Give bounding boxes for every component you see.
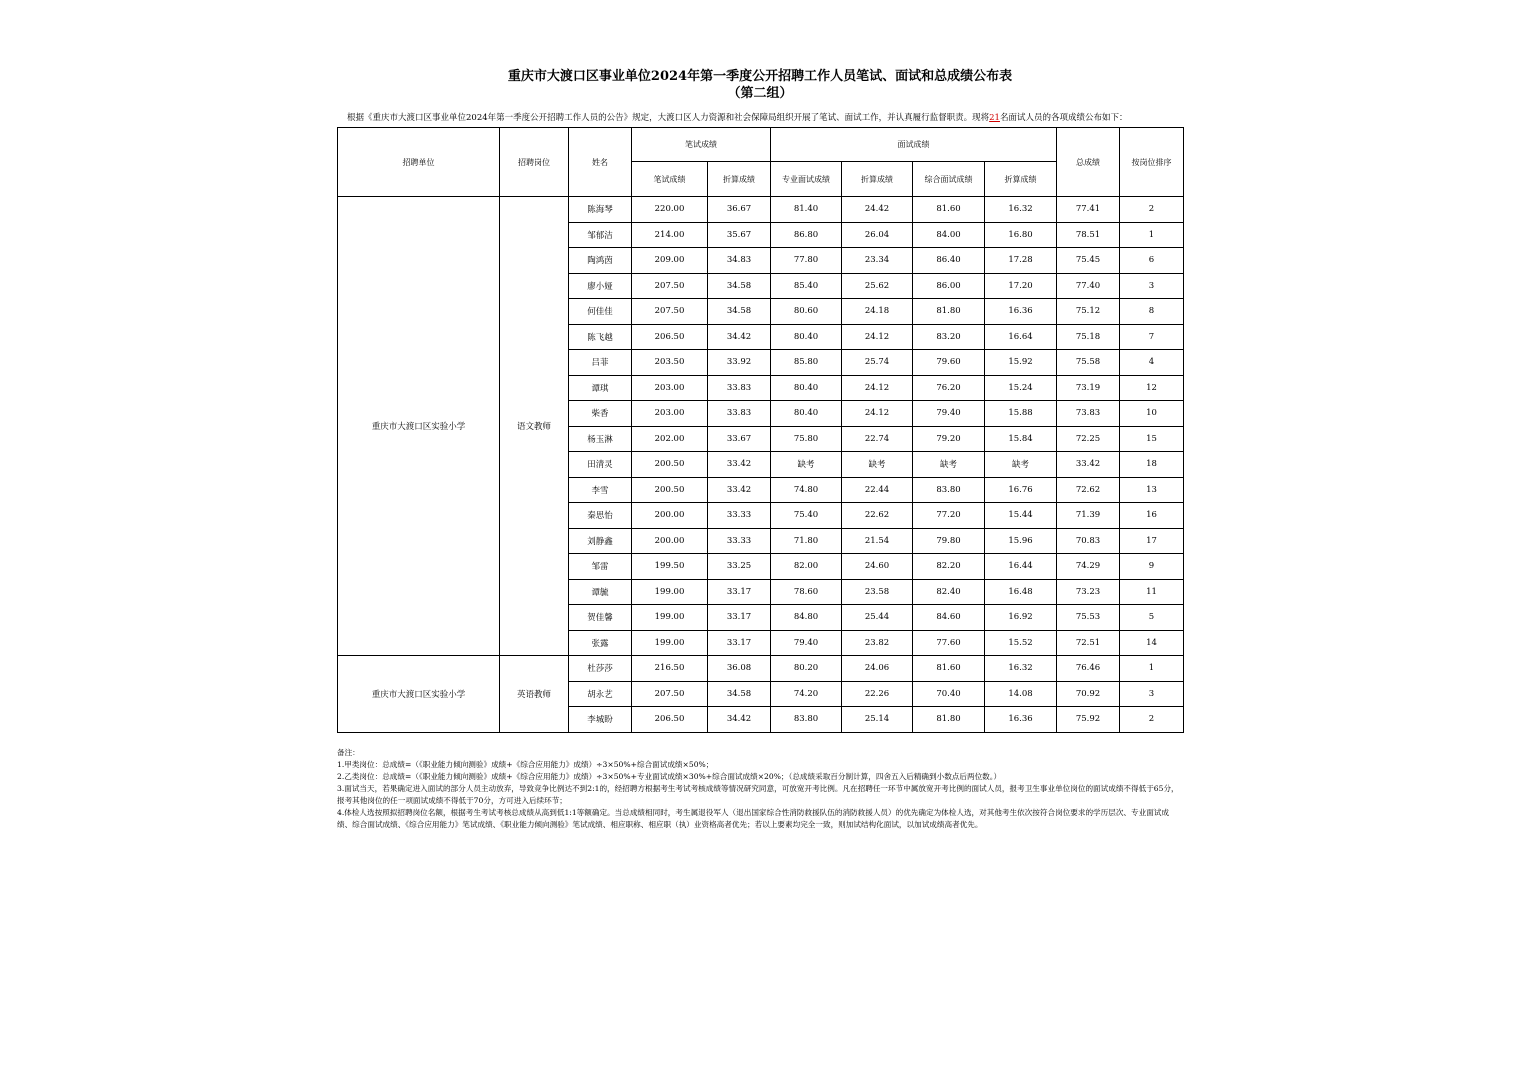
cell-pro-interview: 79.40 (771, 630, 842, 656)
cell-pro-converted: 23.34 (842, 248, 913, 274)
cell-pro-converted: 25.74 (842, 350, 913, 376)
table-row (338, 197, 1184, 223)
cell-name: 吕菲 (569, 350, 632, 376)
cell-pro-interview: 80.40 (771, 375, 842, 401)
cell-pro-converted: 26.04 (842, 222, 913, 248)
cell-pro-converted: 24.12 (842, 401, 913, 427)
cell-pro-converted: 23.58 (842, 579, 913, 605)
cell-written-converted: 33.25 (708, 554, 771, 580)
cell-written-score: 207.50 (632, 273, 708, 299)
cell-pro-converted: 22.26 (842, 681, 913, 707)
page-title (337, 68, 1183, 102)
cell-pro-converted: 22.74 (842, 426, 913, 452)
header-written-score: 笔试成绩 (632, 162, 708, 197)
cell-rank: 4 (1120, 350, 1184, 376)
cell-pro-interview: 缺考 (771, 452, 842, 478)
intro-text-after: 名面试人员的各项成绩公布如下： (999, 113, 1128, 123)
cell-comp-converted: 17.20 (985, 273, 1057, 299)
cell-written-converted: 33.42 (708, 477, 771, 503)
cell-pro-converted: 24.06 (842, 656, 913, 682)
cell-written-converted: 36.08 (708, 656, 771, 682)
cell-rank: 3 (1120, 681, 1184, 707)
cell-written-converted: 34.83 (708, 248, 771, 274)
cell-comp-interview: 76.20 (913, 375, 985, 401)
cell-rank: 9 (1120, 554, 1184, 580)
cell-written-score: 203.00 (632, 375, 708, 401)
cell-written-converted: 33.83 (708, 375, 771, 401)
cell-pro-converted: 25.14 (842, 707, 913, 733)
interviewee-count: 21 (989, 113, 1000, 123)
cell-comp-converted: 15.92 (985, 350, 1057, 376)
cell-pro-interview: 86.80 (771, 222, 842, 248)
note-item: 3.面试当天，若果确定进入面试的部分人员主动放弃，导致竞争比例达不到2:1的，经招聘方根据考生考试考核成绩等情况研究同意，可放宽开考比例。凡在招聘任一环节中属放宽开考比例的面试人员，报考卫生事业单位岗位的面试成绩不得低于65分，报考其他岗位的任一项面试成绩不得低于70分，方可进入后续环节； (337, 783, 1179, 805)
cell-pro-interview: 77.80 (771, 248, 842, 274)
cell-comp-converted: 缺考 (985, 452, 1057, 478)
cell-total-score: 75.18 (1057, 324, 1120, 350)
cell-comp-converted: 15.84 (985, 426, 1057, 452)
cell-written-score: 216.50 (632, 656, 708, 682)
cell-comp-interview: 84.60 (913, 605, 985, 631)
cell-pro-converted: 24.60 (842, 554, 913, 580)
cell-comp-interview: 83.80 (913, 477, 985, 503)
cell-comp-interview: 70.40 (913, 681, 985, 707)
cell-rank: 13 (1120, 477, 1184, 503)
header-comp-converted: 折算成绩 (985, 162, 1057, 197)
cell-comp-converted: 15.24 (985, 375, 1057, 401)
cell-rank: 5 (1120, 605, 1184, 631)
cell-comp-interview: 79.20 (913, 426, 985, 452)
cell-pro-interview: 84.80 (771, 605, 842, 631)
cell-written-score: 207.50 (632, 681, 708, 707)
cell-written-converted: 33.33 (708, 528, 771, 554)
cell-total-score: 75.58 (1057, 350, 1120, 376)
cell-written-score: 200.00 (632, 528, 708, 554)
cell-written-converted: 34.42 (708, 324, 771, 350)
cell-total-score: 75.92 (1057, 707, 1120, 733)
note-item: 2.乙类岗位：总成绩=（《职业能力倾向测验》成绩+《综合应用能力》成绩）÷3×50%+专业面试成绩×30%+综合面试成绩×20%；（总成绩采取百分制计算，四舍五入后精确到小数点后两位数。） (337, 771, 1002, 781)
cell-name: 杜莎莎 (569, 656, 632, 682)
cell-comp-converted: 16.80 (985, 222, 1057, 248)
cell-pro-interview: 81.40 (771, 197, 842, 223)
cell-written-converted: 33.42 (708, 452, 771, 478)
cell-pro-interview: 82.00 (771, 554, 842, 580)
cell-name: 李雪 (569, 477, 632, 503)
cell-pro-interview: 75.40 (771, 503, 842, 529)
cell-comp-converted: 16.76 (985, 477, 1057, 503)
cell-comp-interview: 79.40 (913, 401, 985, 427)
cell-name: 陈海琴 (569, 197, 632, 223)
cell-comp-converted: 17.28 (985, 248, 1057, 274)
cell-written-score: 206.50 (632, 324, 708, 350)
cell-written-converted: 36.67 (708, 197, 771, 223)
cell-position: 英语教师 (500, 656, 569, 733)
cell-name: 陈飞越 (569, 324, 632, 350)
cell-comp-interview: 81.80 (913, 707, 985, 733)
header-interview-group: 面试成绩 (771, 128, 1057, 162)
cell-name: 谭琪 (569, 375, 632, 401)
cell-written-score: 200.50 (632, 452, 708, 478)
cell-pro-converted: 24.12 (842, 375, 913, 401)
cell-rank: 10 (1120, 401, 1184, 427)
cell-pro-converted: 22.62 (842, 503, 913, 529)
cell-comp-interview: 82.20 (913, 554, 985, 580)
cell-rank: 6 (1120, 248, 1184, 274)
cell-total-score: 75.12 (1057, 299, 1120, 325)
cell-rank: 15 (1120, 426, 1184, 452)
cell-pro-converted: 23.82 (842, 630, 913, 656)
header-name: 姓名 (569, 128, 632, 197)
cell-total-score: 74.29 (1057, 554, 1120, 580)
cell-rank: 18 (1120, 452, 1184, 478)
cell-unit: 重庆市大渡口区实验小学 (338, 197, 500, 656)
cell-name: 谭毓 (569, 579, 632, 605)
cell-total-score: 73.23 (1057, 579, 1120, 605)
cell-comp-converted: 16.36 (985, 707, 1057, 733)
cell-comp-interview: 84.00 (913, 222, 985, 248)
cell-written-converted: 34.58 (708, 299, 771, 325)
cell-pro-interview: 78.60 (771, 579, 842, 605)
cell-total-score: 72.62 (1057, 477, 1120, 503)
cell-name: 何佳佳 (569, 299, 632, 325)
intro-text-before: 根据《重庆市大渡口区事业单位2024年第一季度公开招聘工作人员的公告》规定，大渡口区人力资源和社会保障局组织开展了笔试、面试工作，并认真履行监督职责。现将 (347, 113, 990, 123)
cell-comp-interview: 79.80 (913, 528, 985, 554)
cell-pro-interview: 80.40 (771, 401, 842, 427)
cell-written-score: 214.00 (632, 222, 708, 248)
cell-total-score: 72.25 (1057, 426, 1120, 452)
cell-total-score: 33.42 (1057, 452, 1120, 478)
cell-written-converted: 33.33 (708, 503, 771, 529)
cell-written-converted: 34.58 (708, 681, 771, 707)
cell-pro-interview: 75.80 (771, 426, 842, 452)
cell-written-score: 200.00 (632, 503, 708, 529)
cell-comp-interview: 77.20 (913, 503, 985, 529)
cell-written-score: 206.50 (632, 707, 708, 733)
cell-comp-converted: 16.48 (985, 579, 1057, 605)
cell-pro-converted: 24.18 (842, 299, 913, 325)
cell-written-converted: 33.17 (708, 579, 771, 605)
cell-name: 胡永艺 (569, 681, 632, 707)
cell-written-score: 203.00 (632, 401, 708, 427)
cell-pro-converted: 缺考 (842, 452, 913, 478)
cell-total-score: 77.41 (1057, 197, 1120, 223)
cell-name: 杨玉淋 (569, 426, 632, 452)
cell-total-score: 72.51 (1057, 630, 1120, 656)
cell-rank: 3 (1120, 273, 1184, 299)
cell-pro-interview: 83.80 (771, 707, 842, 733)
cell-total-score: 75.53 (1057, 605, 1120, 631)
cell-written-converted: 33.17 (708, 630, 771, 656)
cell-rank: 14 (1120, 630, 1184, 656)
header-unit: 招聘单位 (338, 128, 500, 197)
cell-rank: 8 (1120, 299, 1184, 325)
cell-total-score: 77.40 (1057, 273, 1120, 299)
header-rank: 按岗位排序 (1120, 128, 1184, 197)
cell-written-score: 199.00 (632, 579, 708, 605)
header-written-group: 笔试成绩 (632, 128, 771, 162)
cell-written-score: 203.50 (632, 350, 708, 376)
cell-rank: 2 (1120, 707, 1184, 733)
cell-comp-interview: 81.60 (913, 197, 985, 223)
score-table (337, 127, 1184, 733)
cell-total-score: 75.45 (1057, 248, 1120, 274)
cell-pro-converted: 25.62 (842, 273, 913, 299)
cell-total-score: 73.19 (1057, 375, 1120, 401)
cell-written-score: 200.50 (632, 477, 708, 503)
cell-comp-interview: 77.60 (913, 630, 985, 656)
cell-rank: 16 (1120, 503, 1184, 529)
cell-name: 贺佳馨 (569, 605, 632, 631)
cell-comp-interview: 86.40 (913, 248, 985, 274)
header-comp-interview: 综合面试成绩 (913, 162, 985, 197)
cell-name: 廖小娅 (569, 273, 632, 299)
cell-comp-converted: 16.64 (985, 324, 1057, 350)
cell-written-converted: 33.67 (708, 426, 771, 452)
intro-paragraph (337, 112, 1183, 124)
cell-pro-converted: 22.44 (842, 477, 913, 503)
cell-pro-interview: 85.40 (771, 273, 842, 299)
table-body (338, 197, 1184, 733)
cell-name: 李城盼 (569, 707, 632, 733)
cell-total-score: 70.83 (1057, 528, 1120, 554)
cell-unit: 重庆市大渡口区实验小学 (338, 656, 500, 733)
header-position: 招聘岗位 (500, 128, 569, 197)
header-total: 总成绩 (1057, 128, 1120, 197)
cell-comp-converted: 15.96 (985, 528, 1057, 554)
cell-pro-converted: 25.44 (842, 605, 913, 631)
cell-comp-converted: 15.44 (985, 503, 1057, 529)
cell-comp-converted: 15.88 (985, 401, 1057, 427)
cell-comp-converted: 14.08 (985, 681, 1057, 707)
cell-pro-converted: 24.12 (842, 324, 913, 350)
cell-pro-interview: 71.80 (771, 528, 842, 554)
cell-name: 田清灵 (569, 452, 632, 478)
title-line-2: （第二组） (727, 86, 793, 101)
cell-name: 秦思怡 (569, 503, 632, 529)
cell-written-score: 199.00 (632, 630, 708, 656)
cell-name: 邹雷 (569, 554, 632, 580)
cell-pro-interview: 74.80 (771, 477, 842, 503)
cell-total-score: 73.83 (1057, 401, 1120, 427)
header-pro-interview: 专业面试成绩 (771, 162, 842, 197)
cell-total-score: 71.39 (1057, 503, 1120, 529)
cell-written-converted: 33.83 (708, 401, 771, 427)
cell-comp-interview: 79.60 (913, 350, 985, 376)
header-pro-converted: 折算成绩 (842, 162, 913, 197)
cell-rank: 11 (1120, 579, 1184, 605)
cell-pro-interview: 85.80 (771, 350, 842, 376)
cell-pro-converted: 21.54 (842, 528, 913, 554)
cell-total-score: 76.46 (1057, 656, 1120, 682)
cell-pro-interview: 80.60 (771, 299, 842, 325)
cell-comp-converted: 16.44 (985, 554, 1057, 580)
cell-total-score: 78.51 (1057, 222, 1120, 248)
cell-written-score: 202.00 (632, 426, 708, 452)
cell-comp-converted: 16.92 (985, 605, 1057, 631)
cell-written-converted: 33.17 (708, 605, 771, 631)
cell-rank: 1 (1120, 656, 1184, 682)
cell-comp-interview: 81.60 (913, 656, 985, 682)
cell-pro-interview: 74.20 (771, 681, 842, 707)
cell-name: 邹郁洁 (569, 222, 632, 248)
cell-name: 柴香 (569, 401, 632, 427)
cell-written-converted: 35.67 (708, 222, 771, 248)
cell-comp-interview: 82.40 (913, 579, 985, 605)
notes-heading: 备注： (337, 747, 360, 757)
document-page (337, 68, 1183, 831)
cell-rank: 17 (1120, 528, 1184, 554)
cell-rank: 7 (1120, 324, 1184, 350)
cell-total-score: 70.92 (1057, 681, 1120, 707)
cell-written-score: 199.50 (632, 554, 708, 580)
cell-written-score: 207.50 (632, 299, 708, 325)
cell-comp-converted: 15.52 (985, 630, 1057, 656)
cell-comp-interview: 83.20 (913, 324, 985, 350)
cell-comp-interview: 86.00 (913, 273, 985, 299)
cell-written-score: 220.00 (632, 197, 708, 223)
cell-comp-converted: 16.32 (985, 197, 1057, 223)
cell-comp-interview: 81.80 (913, 299, 985, 325)
cell-comp-interview: 缺考 (913, 452, 985, 478)
cell-written-converted: 34.58 (708, 273, 771, 299)
notes-section (337, 747, 1183, 831)
cell-position: 语文教师 (500, 197, 569, 656)
cell-name: 刘静鑫 (569, 528, 632, 554)
cell-written-score: 199.00 (632, 605, 708, 631)
cell-written-score: 209.00 (632, 248, 708, 274)
note-item: 1.甲类岗位：总成绩=（《职业能力倾向测验》成绩+《综合应用能力》成绩）÷3×50%+综合面试成绩×50%； (337, 759, 714, 769)
cell-comp-converted: 16.36 (985, 299, 1057, 325)
cell-pro-converted: 24.42 (842, 197, 913, 223)
cell-name: 陶鸿茵 (569, 248, 632, 274)
header-written-converted: 折算成绩 (708, 162, 771, 197)
cell-comp-converted: 16.32 (985, 656, 1057, 682)
cell-written-converted: 33.92 (708, 350, 771, 376)
title-line-1: 重庆市大渡口区事业单位2024年第一季度公开招聘工作人员笔试、面试和总成绩公布表 (507, 69, 1013, 84)
cell-name: 张露 (569, 630, 632, 656)
cell-rank: 1 (1120, 222, 1184, 248)
note-item: 4.体检人选按照拟招聘岗位名额，根据考生考试考核总成绩从高到低1:1等额确定。当总成绩相同时，考生属退役军人（退出国家综合性消防救援队伍的消防救援人员）的优先确定为体检人选，对其他考生依次按符合岗位要求的学历层次、专业面试成绩、综合面试成绩、《综合应用能力》笔试成绩、《职业能力倾向测验》笔试成绩、相应职称、相应职（执）业资格高者优先；若以上要素均完全一致，则加试结构化面试，以加试成绩高者优先。 (337, 807, 1169, 829)
cell-rank: 12 (1120, 375, 1184, 401)
table-row (338, 656, 1184, 682)
cell-pro-interview: 80.40 (771, 324, 842, 350)
cell-pro-interview: 80.20 (771, 656, 842, 682)
cell-written-converted: 34.42 (708, 707, 771, 733)
cell-rank: 2 (1120, 197, 1184, 223)
